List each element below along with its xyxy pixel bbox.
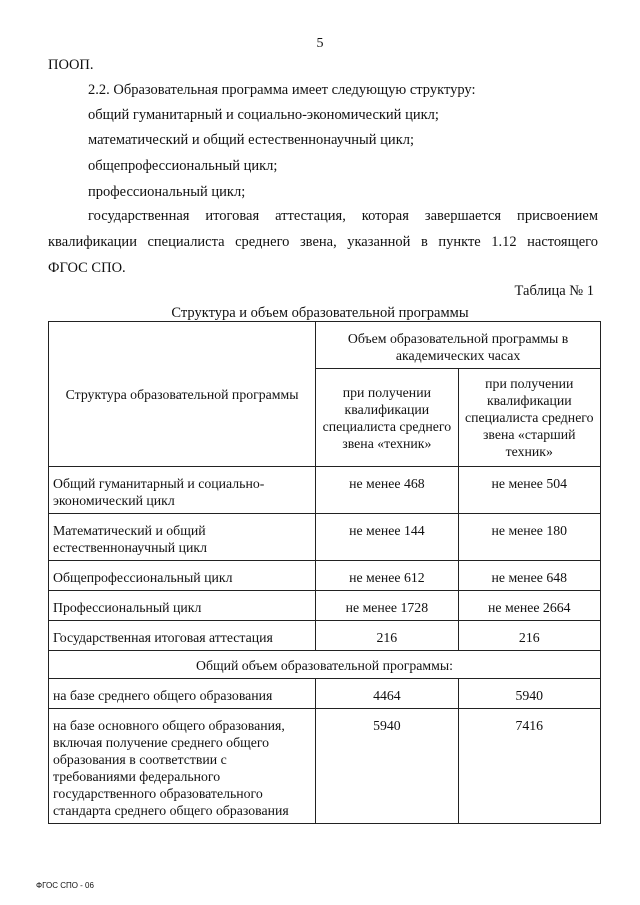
row-name: Государственная итоговая аттестация bbox=[49, 621, 316, 651]
table-header-row bbox=[49, 322, 601, 369]
row-technician-hours: не менее 468 bbox=[316, 467, 458, 514]
table-row bbox=[49, 561, 601, 591]
header-senior-technician: при получении квалификации специалиста среднего звена «старший техник» bbox=[458, 369, 600, 467]
row-senior-hours: не менее 648 bbox=[458, 561, 600, 591]
paragraph-line: квалификации специалиста среднего звена, указанной в пункте 1.12 настоящего bbox=[48, 234, 598, 250]
row-technician-hours: не менее 1728 bbox=[316, 591, 458, 621]
row-name: Профессиональный цикл bbox=[49, 591, 316, 621]
list-item: математический и общий естественнонаучный цикл; bbox=[88, 132, 415, 148]
row-technician-hours: 4464 bbox=[316, 679, 458, 709]
table-row bbox=[49, 591, 601, 621]
row-technician-hours: не менее 612 bbox=[316, 561, 458, 591]
row-senior-hours: 5940 bbox=[458, 679, 600, 709]
paragraph-line: ПООП. bbox=[48, 57, 94, 73]
row-technician-hours: не менее 144 bbox=[316, 514, 458, 561]
table-row bbox=[49, 679, 601, 709]
header-technician: при получении квалификации специалиста среднего звена «техник» bbox=[316, 369, 458, 467]
row-senior-hours: не менее 180 bbox=[458, 514, 600, 561]
row-senior-hours: не менее 2664 bbox=[458, 591, 600, 621]
row-senior-hours: 216 bbox=[458, 621, 600, 651]
header-structure: Структура образовательной программы bbox=[49, 322, 316, 467]
list-item: государственная итоговая аттестация, которая завершается присвоением bbox=[88, 208, 598, 224]
row-senior-hours: не менее 504 bbox=[458, 467, 600, 514]
row-name: Математический и общий естественнонаучный цикл bbox=[49, 514, 316, 561]
list-item: профессиональный цикл; bbox=[88, 184, 246, 200]
row-name: на базе основного общего образования, включая получение среднего общего образования в соответствии с требованиями федерального государственного образовательного стандарта среднего общего образования bbox=[49, 709, 316, 824]
table-row bbox=[49, 709, 601, 824]
table-row bbox=[49, 651, 601, 679]
table-row bbox=[49, 467, 601, 514]
document-footer: ФГОС СПО - 06 bbox=[36, 881, 94, 890]
page-number: 5 bbox=[316, 36, 324, 51]
row-technician-hours: 216 bbox=[316, 621, 458, 651]
table-row bbox=[49, 514, 601, 561]
row-name: Общий гуманитарный и социально-экономический цикл bbox=[49, 467, 316, 514]
paragraph-line: 2.2. Образовательная программа имеет следующую структуру: bbox=[88, 82, 476, 98]
total-volume-header: Общий объем образовательной программы: bbox=[49, 651, 601, 679]
header-volume: Объем образовательной программы в академических часах bbox=[316, 322, 601, 369]
table-label: Таблица № 1 bbox=[514, 283, 594, 299]
row-technician-hours: 5940 bbox=[316, 709, 458, 824]
list-item: общий гуманитарный и социально-экономический цикл; bbox=[88, 107, 439, 123]
list-item: общепрофессиональный цикл; bbox=[88, 158, 278, 174]
table-row bbox=[49, 621, 601, 651]
row-name: Общепрофессиональный цикл bbox=[49, 561, 316, 591]
table-title: Структура и объем образовательной программы bbox=[171, 305, 469, 321]
row-senior-hours: 7416 bbox=[458, 709, 600, 824]
structure-table bbox=[48, 321, 601, 824]
paragraph-line: ФГОС СПО. bbox=[48, 260, 126, 276]
row-name: на базе среднего общего образования bbox=[49, 679, 316, 709]
